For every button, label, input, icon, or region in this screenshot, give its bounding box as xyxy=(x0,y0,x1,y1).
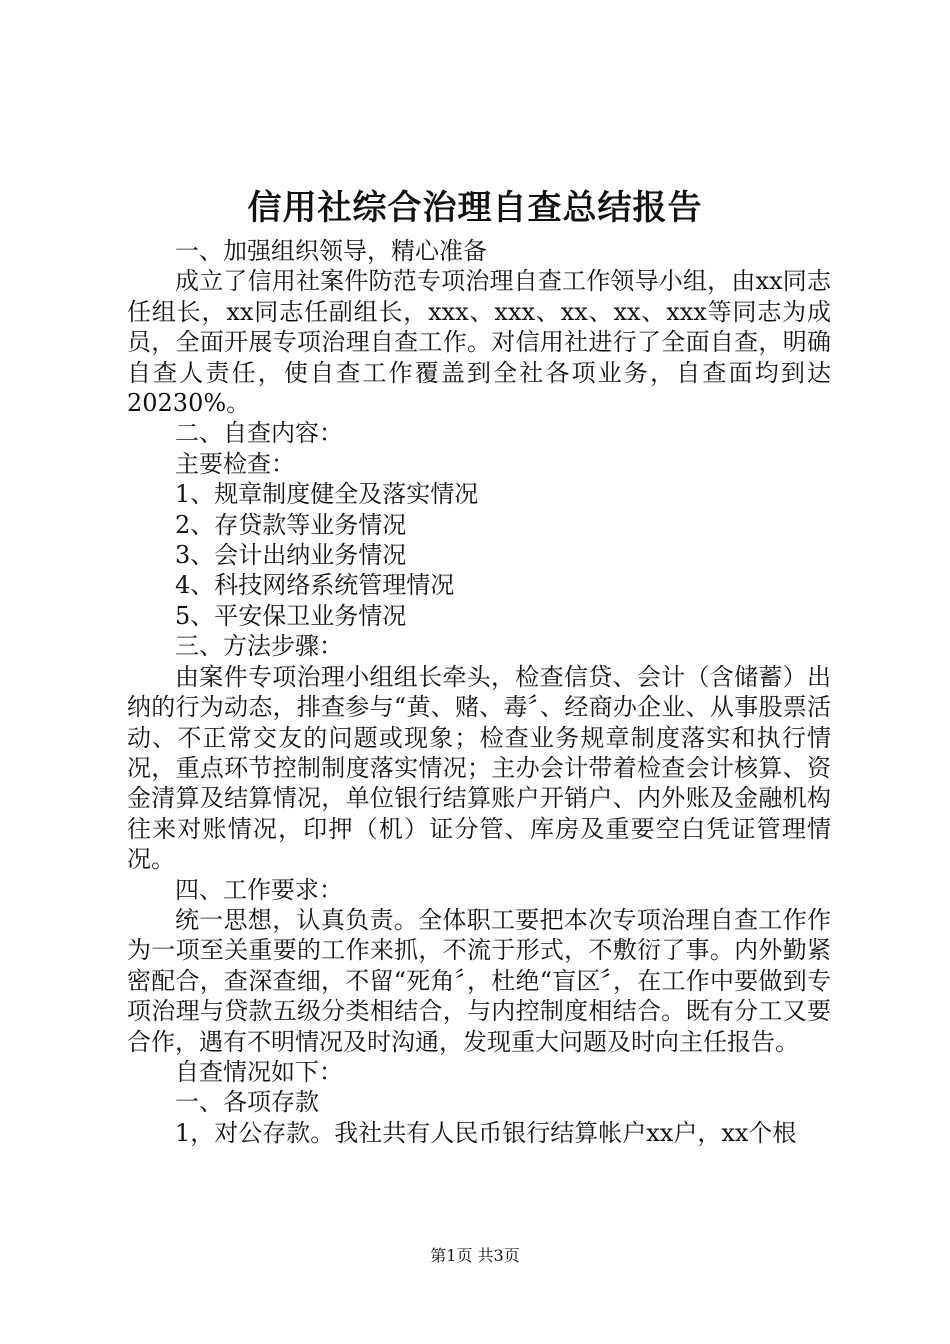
body-paragraph: 自查情况如下： xyxy=(175,1057,343,1086)
list-item: 4、科技网络系统管理情况 xyxy=(175,571,455,600)
section-heading-2: 二、自查内容： xyxy=(175,419,343,448)
body-paragraph: 主要检查： xyxy=(175,449,295,478)
document-title: 信用社综合治理自查总结报告 xyxy=(247,188,703,228)
section-heading-4: 四、工作要求： xyxy=(175,875,343,904)
list-item: 2、存贷款等业务情况 xyxy=(175,510,407,539)
body-paragraph: 1，对公存款。我社共有人民币银行结算帐户xx户，xx个根 xyxy=(175,1118,797,1147)
body-paragraph: 由案件专项治理小组组长牵头，检查信贷、会计（含储蓄）出纳的行为动态，排查参与“黄、赌、毒〞、经商办企业、从事股票活动、不正常交友的问题或现象；检查业务规章制度落实和执行情况，重点环节控制制度落实情况；主办会计带着检查会计核算、资金清算及结算情况，单位银行结算账户开销户、内外账及金融机构往来对账情况，印押（机）证分管、库房及重要空白凭证管理情况。 xyxy=(127,662,831,874)
section-heading-3: 三、方法步骤： xyxy=(175,632,343,661)
list-item: 1、规章制度健全及落实情况 xyxy=(175,480,479,509)
list-item: 3、会计出纳业务情况 xyxy=(175,541,407,570)
list-item: 5、平安保卫业务情况 xyxy=(175,601,407,630)
body-paragraph: 统一思想，认真负责。全体职工要把本次专项治理自查工作作为一项至关重要的工作来抓，不流于形式，不敷衍了事。内外勤紧密配合，查深查细，不留“死角〞，杜绝“盲区〞，在工作中要做到专项治理与贷款五级分类相结合，与内控制度相结合。既有分工又要合作，遇有不明情况及时沟通，发现重大问题及时向主任报告。 xyxy=(127,905,831,1056)
section-heading-5: 一、各项存款 xyxy=(175,1088,319,1117)
page-number-footer: 第1页 共3页 xyxy=(430,1246,520,1265)
body-paragraph: 成立了信用社案件防范专项治理自查工作领导小组，由xx同志任组长，xx同志任副组长，xxx、xxx、xx、xx、xxx等同志为成员，全面开展专项治理自查工作。对信用社进行了全面自查，明确自查人责任，使自查工作覆盖到全社各项业务，自查面均到达20230%。 xyxy=(127,267,831,418)
document-body xyxy=(127,236,831,1148)
section-heading-1: 一、加强组织领导，精心准备 xyxy=(175,237,487,265)
